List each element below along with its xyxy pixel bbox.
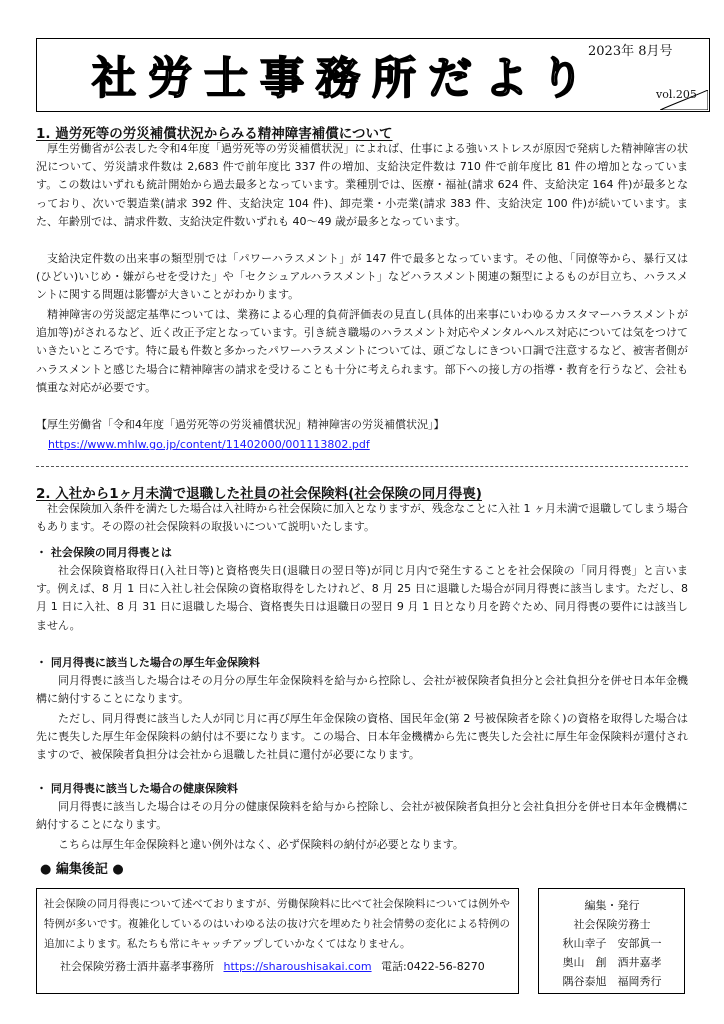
- publisher-names-1: 秋山幸子 安部眞一: [562, 937, 662, 950]
- section2-bullet-3-text-2: こちらは厚生年金保険料と違い例外はなく、必ず保険料の納付が必要となります。: [58, 838, 464, 851]
- section2-bullet-1-text: 社会保険資格取得日(入社日等)と資格喪失日(退職日の翌日等)が同じ月内で発生することを社会保険の「同月得喪」と言います。例えば、8 月 1 日に入社し社会保険の資格取得をしたけれど、8 月 25 日に退職した場合が同月得喪に該当します。ただし、8 月 1 日に入社、8 月 31 日に退職した場合、資格喪失日は退職日の翌日 9 月 1 日となり月を跨ぐため、同月得喪の要件には該当しません。: [36, 564, 688, 632]
- postscript-heading: ● 編集後記 ●: [40, 862, 124, 877]
- section2-bullet-3: ・ 同月得喪に該当した場合の健康保険料: [36, 782, 238, 795]
- section2-bullet-3-text-1: 同月得喪に該当した場合はその月分の健康保険料を給与から控除し、会社が被保険者負担分と会社負担分を併せ日本年金機構に納付することになります。: [36, 800, 688, 832]
- section1-source: 【厚生労働省「令和4年度「過労死等の労災補償状況」精神障害の労災補償状況」】: [36, 418, 445, 431]
- issue-date: 2023年 8月号: [588, 44, 673, 59]
- section2-bullet-2-text-2: ただし、同月得喪に該当した人が同じ月に再び厚生年金保険の資格、国民年金(第 2 号被保険者を除く)の資格を取得した場合は先に喪失した厚生年金保険料の納付は不要になります。この場合、日本年金機構から先に喪失した会社に厚生年金保険料が還付されますので、被保険者負担分は会社から退職した社員に還付が必要になります。: [36, 712, 688, 762]
- section1-source-link[interactable]: https://www.mhlw.go.jp/content/11402000/001113802.pdf: [48, 438, 370, 451]
- office-phone: 電話:0422-56-8270: [381, 960, 485, 973]
- publisher-names-3: 隅谷泰旭 福岡秀行: [562, 975, 662, 988]
- publisher-names-2: 奥山 創 酒井嘉孝: [562, 956, 662, 969]
- section1-paragraph-3: 精神障害の労災認定基準については、業務による心理的負荷評価表の見直し(具体的出来事にいわゆるカスタマーハラスメントが追加等)がされるなど、近く改正予定となっています。引き続き職場のハラスメント対応やメンタルヘルス対応については気をつけていきたいところです。特に最も件数と多かったパワーハラスメントについては、頭ごなしにきつい口調で注意するなど、被害者側がハラスメントと感じた場合に精神障害の請求を受けることも十分に考えられます。部下への接し方の指導・教育を行うなど、会社も慎重な対応が必要です。: [36, 308, 688, 394]
- section1-paragraph-1: 厚生労働省が公表した令和4年度「過労死等の労災補償状況」によれば、仕事による強いストレスが原因で発病した精神障害の状況について、労災請求件数は 2,683 件で前年度比 337 件の増加、支給決定件数は 710 件で前年度比 81 件の増加となっています。この数はいずれも統計開始から過去最多となっています。業種別では、医療・福祉(請求 624 件、支給決定 164 件)が最多となっており、次いで製造業(請求 392 件、支給決定 104 件)、卸売業・小売業(請求 383 件、支給決定 100 件)が続いています。また、年齢別では、請求件数、支給決定件数いずれも 40～49 歳が最多となっています。: [36, 142, 688, 228]
- office-website-link[interactable]: https://sharoushisakai.com: [223, 960, 372, 973]
- newsletter-title: 社労士事務所だより: [92, 53, 596, 104]
- section1-heading: 1. 過労死等の労災補償状況からみる精神障害補償について: [36, 126, 393, 142]
- section2-bullet-2-text-1: 同月得喪に該当した場合はその月分の厚生年金保険料を給与から控除し、会社が被保険者負担分と会社負担分を併せ日本年金機構に納付することになります。: [36, 674, 688, 706]
- office-name: 社会保険労務士酒井嘉孝事務所: [60, 960, 214, 973]
- section2-bullet-1: ・ 社会保険の同月得喪とは: [36, 546, 172, 559]
- publisher-label: 編集・発行: [584, 899, 640, 912]
- publisher-info: [538, 896, 686, 991]
- section2-intro: 社会保険加入条件を満たした場合は入社時から社会保険に加入となりますが、残念なことに入社 1 ヶ月未満で退職してしまう場合もあります。その際の社会保険料の取扱いについて説明いたします。: [36, 502, 688, 534]
- office-contact-line: [60, 958, 485, 974]
- publisher-org: 社会保険労務士: [573, 918, 651, 931]
- section-divider: [36, 466, 688, 467]
- postscript-text: 社会保険の同月得喪について述べておりますが、労働保険料に比べて社会保険料については例外や特例が多いです。複雑化しているのはいわゆる法の抜け穴を埋めたり社会情勢の変化による特例の追加によります。私たちも常にキャッチアップしていかなくてはなりません。: [44, 898, 510, 950]
- section2-heading: 2. 入社から1ヶ月未満で退職した社員の社会保険料(社会保険の同月得喪): [36, 486, 482, 502]
- section2-bullet-2: ・ 同月得喪に該当した場合の厚生年金保険料: [36, 656, 260, 669]
- volume-number: vol.205: [656, 88, 697, 101]
- section1-paragraph-2: 支給決定件数の出来事の類型別では「パワーハラスメント」が 147 件で最多となっています。その他、「同僚等から、暴行又は(ひどい)いじめ・嫌がらせを受けた」や「セクシュアルハラスメント」などハラスメント関連の類型によるものが目立ち、ハラスメントに関する問題は影響が大きいことがわかります。: [36, 252, 688, 302]
